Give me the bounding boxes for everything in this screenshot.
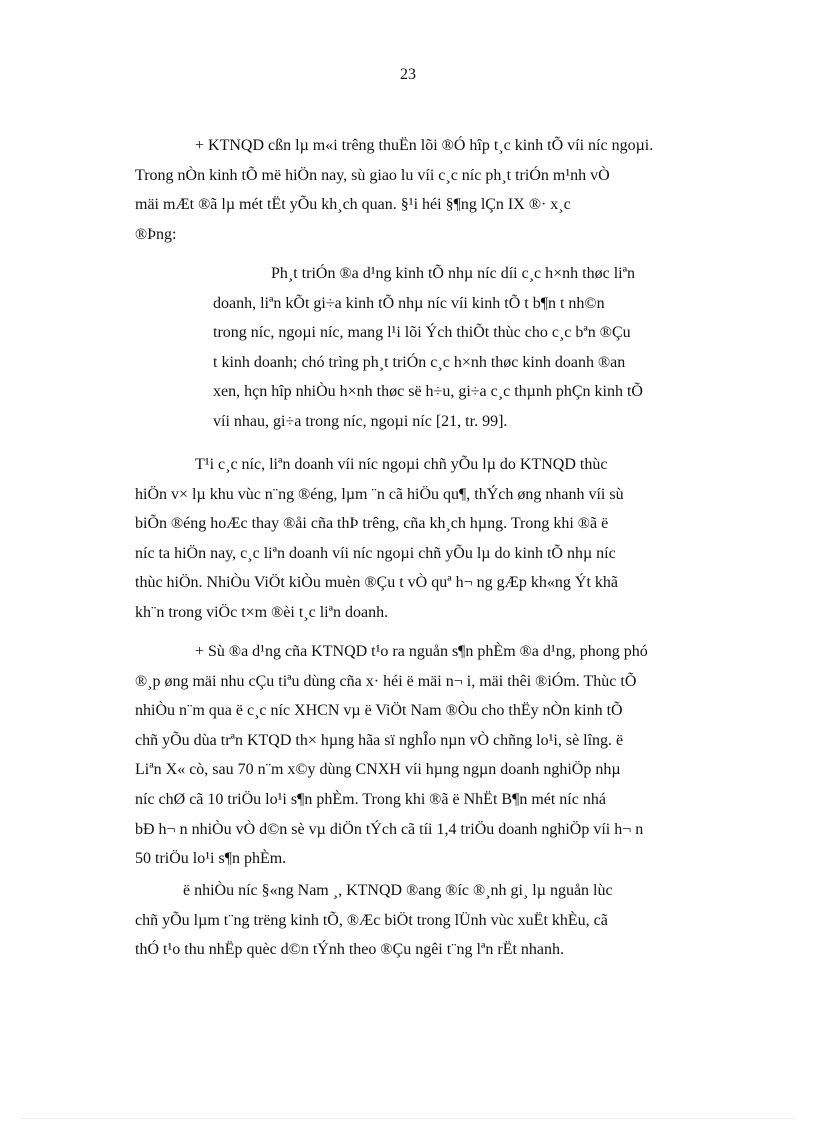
text-line: níc chØ cã 10 triÖu lo¹i s¶n phÈm. Trong khi ®ã ë NhËt B¶n mét níc nhá [135, 790, 606, 808]
text-line: ®Þng: [135, 225, 177, 243]
text-line: níc ta hiÖn nay, c¸c liªn doanh víi níc ngoµi chñ yÕu lµ do kinh tÕ nhµ níc [135, 544, 616, 562]
text-line: chñ yÕu lµm t¨ng trëng kinh tÕ, ®Æc biÖt trong lÜnh vùc xuËt khÈu, cã [135, 911, 608, 929]
text-line: + KTNQD cßn lµ m«i trêng thuËn lõi ®Ó hîp t¸c kinh tÕ víi níc ngoµi. [195, 137, 654, 154]
word: lo¹i [192, 850, 215, 868]
quote-line: t kinh doanh; chó trìng ph¸t triÓn c¸c h×nh thøc kinh doanh ®an [213, 353, 626, 371]
word: triÖu [155, 850, 189, 868]
page-bottom-rule [20, 1118, 796, 1119]
page-number: 23 [400, 66, 416, 83]
quote-line: víi nhau, gi÷a trong níc, ngoµi níc [21, tr. 99]. [213, 412, 508, 430]
quote-line: doanh, liªn kÕt gi÷a kinh tÕ nhµ níc víi kinh tÕ t b¶n t nh©n [213, 294, 605, 312]
text-line: T¹i c¸c níc, liªn doanh víi níc ngoµi chñ yÕu lµ do KTNQD thùc [195, 456, 608, 473]
text-line: biÕn ®éng hoÆc thay ®åi cña thÞ trêng, cña kh¸ch hµng. Trong khi ®ã ë [135, 515, 609, 533]
text-line: ë nhiÒu níc §«ng Nam ¸, KTNQD ®ang ®íc ®¸nh gi¸ lµ nguån lùc [183, 882, 613, 899]
paragraph-3 [135, 637, 740, 874]
quote-line: Ph¸t triÓn ®a d¹ng kinh tÕ nhµ níc díi c¸c h×nh thøc liªn [271, 265, 636, 282]
quote-line: xen, hçn hîp nhiÒu h×nh thøc së h÷u, gi÷a c¸c thµnh phÇn kinh tÕ [213, 383, 643, 401]
text-line: chñ yÕu dùa trªn KTQD th× hµng hãa sï nghÎo nµn vÒ chñng lo¹i, sè lîng. ë [135, 731, 624, 749]
text-line: Trong nÒn kinh tÕ më hiÖn nay, sù giao lu víi c¸c níc ph¸t triÓn m¹nh vÒ [135, 166, 610, 184]
text-line: hiÖn v× lµ khu vùc n¨ng ®éng, lµm ¨n cã hiÖu qu¶, thÝch øng nhanh víi sù [135, 485, 624, 503]
text-line: thùc hiÖn. NhiÒu ViÖt kiÒu muèn ®Çu t vÒ quª h¬ ng gÆp kh«ng Ýt khã [135, 574, 618, 592]
quote-line: trong níc, ngoµi níc, mang l¹i lõi Ých thiÕt thùc cho c¸c bªn ®Çu [213, 324, 631, 342]
word: phÈm. [243, 850, 287, 868]
text-line: + Sù ®a d¹ng cña KTNQD t¹o ra nguån s¶n phÈm ®a d¹ng, phong phó [195, 643, 648, 660]
word: 50 [135, 850, 151, 868]
text-line: nhiÒu n¨m qua ë c¸c níc XHCN vµ ë ViÖt Nam ®Òu cho thËy nÒn kinh tÕ [135, 702, 623, 720]
text-line: kh¨n trong viÖc t×m ®èi t¸c liªn doanh. [135, 603, 389, 621]
paragraph-1 [135, 131, 740, 249]
text-line: thÓ t¹o thu nhËp quèc d©n tÝnh theo ®Çu ngêi t¨ng lªn rËt nhanh. [135, 941, 565, 959]
text-line: mäi mÆt ®ã lµ mét tËt yÕu kh¸ch quan. §¹i héi §¶ng lÇn IX ®· x¸c [135, 196, 571, 214]
text-line-justified [135, 844, 740, 874]
word: s¶n [218, 850, 240, 868]
paragraph-4 [135, 876, 740, 965]
text-line: bÐ h¬ n nhiÒu vÒ d©n sè vµ diÖn tÝch cã tíi 1,4 triÖu doanh nghiÖp víi h¬ n [135, 820, 644, 838]
text-line: Liªn X« cò, sau 70 n¨m x©y dùng CNXH víi hµng ngµn doanh nghiÖp nhµ [135, 761, 621, 779]
block-quote [213, 259, 740, 437]
text-line: ®¸p øng mäi nhu cÇu tiªu dùng cña x· héi ë mäi n¬ i, mäi thêi ®iÓm. Thùc tÕ [135, 672, 637, 690]
paragraph-2 [135, 450, 740, 628]
